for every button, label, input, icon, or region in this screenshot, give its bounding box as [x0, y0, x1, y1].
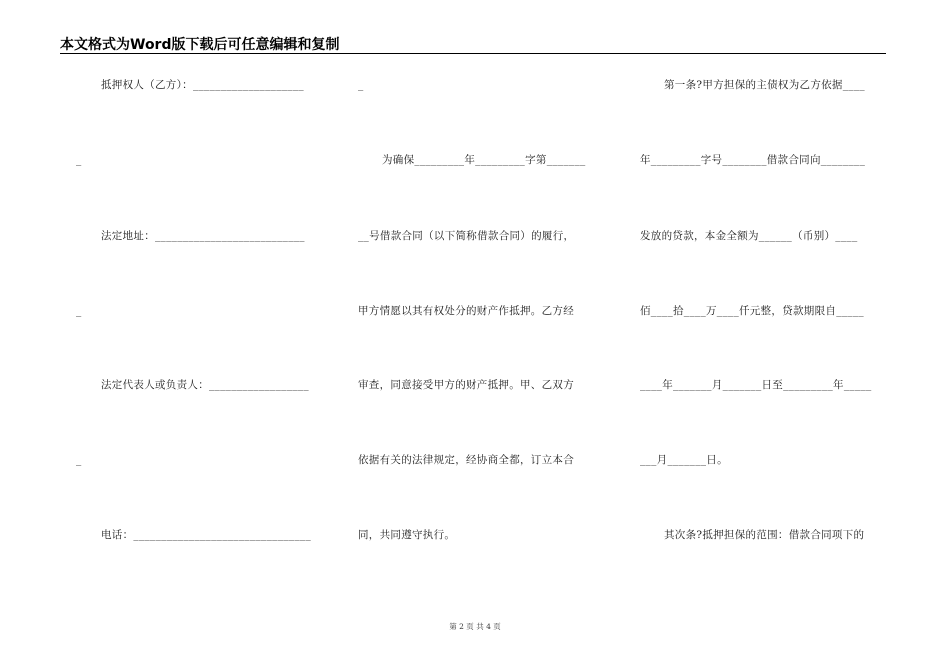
- middle-line-2: 为确保_________年_________字第_______: [382, 154, 586, 166]
- right-line-4: 佰____拾____万____仟元整，贷款期限自_____: [640, 305, 864, 317]
- middle-line-4: 甲方情愿以其有权处分的财产作抵押。乙方经: [358, 305, 574, 317]
- left-line-2: _: [76, 154, 82, 166]
- middle-line-3: __号借款合同（以下简称借款合同）的履行，: [358, 230, 575, 242]
- right-line-6: ___月_______日。: [640, 454, 728, 466]
- right-line-3: 发放的贷款，本金全额为______（币别）____: [640, 230, 858, 242]
- left-line-4: _: [76, 305, 82, 317]
- page-number-footer: 第 2 页 共 4 页: [449, 622, 501, 631]
- right-line-5: ____年_______月_______日至_________年_____: [640, 379, 872, 391]
- left-line-3: 法定地址：___________________________: [101, 230, 305, 242]
- left-line-7: 电话：________________________________: [101, 529, 311, 541]
- right-line-1: 第一条?甲方担保的主债权为乙方依据____: [664, 79, 865, 91]
- middle-line-5: 审查，同意接受甲方的财产抵押。甲、乙双方: [358, 379, 574, 391]
- middle-line-6: 依据有关的法律规定，经协商全都，订立本合: [358, 454, 574, 466]
- left-line-6: _: [76, 454, 82, 466]
- page-header-title: 本文格式为Word版下载后可任意编辑和复制: [60, 37, 340, 53]
- header-divider: [60, 53, 886, 54]
- left-line-1: 抵押权人（乙方）：____________________: [101, 79, 304, 91]
- left-line-5: 法定代表人或负责人：__________________: [101, 379, 309, 391]
- right-line-2: 年_________字号________借款合同向________: [640, 154, 866, 166]
- right-line-7: 其次条?抵押担保的范围：借款合同项下的: [664, 529, 865, 541]
- middle-line-1: _: [358, 79, 364, 91]
- middle-line-7: 同，共同遵守执行。: [358, 529, 456, 541]
